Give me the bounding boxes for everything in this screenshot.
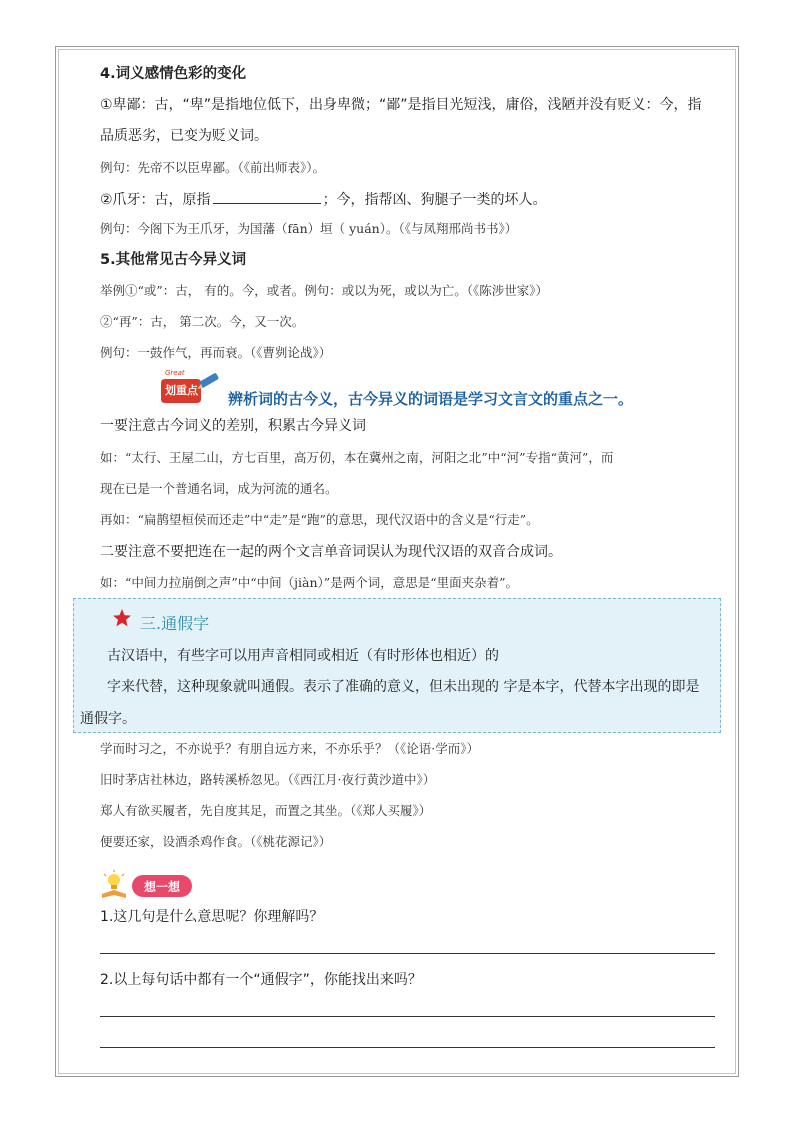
note-4: 二要注意不要把连在一起的两个文言单音词误认为现代汉语的双音合成词。 bbox=[100, 544, 562, 560]
zhaoya-suffix: ；今，指帮凶、狗腿子一类的坏人。 bbox=[322, 192, 547, 208]
paragraph-zhaoya bbox=[100, 189, 547, 210]
section-4-heading: 4.词义感情色彩的变化 bbox=[100, 66, 247, 82]
example-sentence: 便要还家，设酒杀鸡作食。（《桃花源记》） bbox=[100, 834, 332, 849]
think-label: 想一想 bbox=[144, 880, 181, 894]
example-zhaoya: 例句：今阁下为王爪牙，为国藩（fān）垣（ yuán）。（《与凤翔邢尚书书》） bbox=[100, 221, 518, 236]
example-beibi: 例句：先帝不以臣卑鄙。（《前出师表》）。 bbox=[100, 160, 326, 175]
example-huo: 举例①“或”：古， 有的。今，或者。例句：或以为死，或以为亡。（《陈涉世家》） bbox=[100, 283, 549, 298]
badge-label: 划重点 bbox=[165, 384, 198, 397]
tongjiazi-line2: 字来代替，这种现象就叫通假。表示了准确的意义，但未出现的 字是本字，代替本字出现的即是 bbox=[107, 679, 700, 695]
answer-line-3[interactable] bbox=[100, 1047, 715, 1048]
note-1: 一要注意古今词义的差别，积累古今异义词 bbox=[100, 418, 366, 434]
answer-line-2[interactable] bbox=[100, 1016, 715, 1017]
zhaoya-prefix: ②爪牙：古，原指 bbox=[100, 192, 211, 208]
note-3: 再如：“扁鹊望桓侯而还走”中“走”是“跑”的意思，现代汉语中的含义是“行走”。 bbox=[100, 512, 539, 527]
note-2-line2: 现在已是一个普通名词，成为河流的通名。 bbox=[100, 481, 338, 496]
example-sentence: 学而时习之，不亦说乎？有朋自远方来，不亦乐乎？（《论语·学而》） bbox=[100, 741, 479, 756]
question-2: 2.以上每句话中都有一个“通假字”，你能找出来吗？ bbox=[100, 972, 422, 988]
example-sentence: 郑人有欲买履者，先自度其足，而置之其坐。（《郑人买履》） bbox=[100, 803, 432, 818]
question-1: 1.这几句是什么意思呢？你理解吗？ bbox=[100, 909, 324, 925]
note-5: 如：“中间力拉崩倒之声”中“中间（jiàn）”是两个词，意思是“里面夹杂着”。 bbox=[100, 575, 518, 590]
badge-small-text: Great bbox=[165, 369, 185, 377]
tongjiazi-line3: 通假字。 bbox=[80, 711, 136, 727]
tongjiazi-title: 三.通假字 bbox=[140, 614, 210, 633]
key-point-text: 辨析词的古今义，古今异义的词语是学习文言文的重点之一。 bbox=[228, 390, 634, 408]
note-2-line1: 如：“太行、王屋二山，方七百里，高万仞，本在冀州之南，河阳之北”中“河”专指“黄河”，而 bbox=[100, 450, 614, 465]
think-badge bbox=[100, 870, 195, 900]
example-zai-sentence: 例句：一鼓作气，再而衰。（《曹刿论战》） bbox=[100, 345, 332, 360]
tongjiazi-line1: 古汉语中，有些字可以用声音相同或相近（有时形体也相近）的 bbox=[107, 648, 499, 664]
example-sentence: 旧时茅店社林边，路转溪桥忽见。（《西江月·夜行黄沙道中》） bbox=[100, 772, 436, 787]
star-icon bbox=[112, 608, 132, 628]
key-point-badge bbox=[157, 371, 221, 405]
answer-line-1[interactable] bbox=[100, 953, 715, 954]
paragraph-beibi-line1: ①卑鄙：古，“卑”是指地位低下，出身卑微；“鄙”是指目光短浅，庸俗，浅陋并没有贬义：今，指 bbox=[100, 97, 702, 113]
paragraph-beibi-line2: 品质恶劣，已变为贬义词。 bbox=[100, 128, 268, 144]
example-zai: ②“再”：古， 第二次。今，又一次。 bbox=[100, 314, 305, 329]
section-5-heading: 5.其他常见古今异义词 bbox=[100, 252, 247, 268]
fill-in-blank[interactable] bbox=[213, 189, 321, 204]
